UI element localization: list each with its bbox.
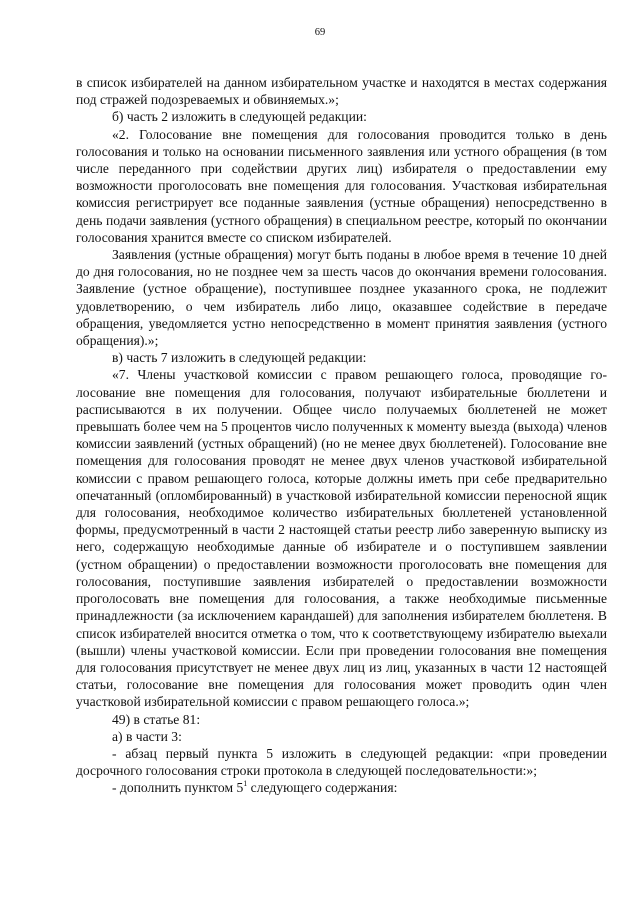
superscript: 1 — [243, 779, 248, 789]
paragraph-part-2-heading: б) часть 2 изложить в следующей редакции: — [112, 109, 367, 125]
paragraph-part-2-text: «2. Голосование вне помещения для голосования проводится только в день голосования и только на основании письменного заявления или устного обращения (в том числе переданного при содействии других лиц) избирателя о предоставлении ему возможности проголосовать вне помещения для голосования. Участковая избирательная комиссия регистрирует все поданные заявления (устные обращения) непосредственно в день подачи заявления (устного обращения) в специальном реестре, который по окончании голосования хранится вместе со списком избирателей. — [76, 126, 607, 245]
page-number: 69 — [314, 27, 326, 38]
paragraph-article-81: 49) в статье 81: — [112, 711, 201, 727]
last-line-before: - дополнить пунктом 5 — [112, 780, 244, 796]
document-body — [76, 74, 607, 797]
paragraph-item-5-1 — [76, 779, 607, 796]
paragraph-part-7-heading: в) часть 7 изложить в следующей редакции: — [112, 350, 367, 366]
paragraph-applications: Заявления (устные обращения) могут быть поданы в любое время в течение 10 дней до дня голосования, но не позднее чем за шесть часов до окончания времени голосования. Заявление (устное обращение), поступившее позднее указанного срока, не подлежит удовлетворению, о чем избиратель либо лицо, оказавшее содействие в передаче обращения, уведомляется устно непосредственно в момент принятия заявления (устного обращения).»; — [76, 247, 607, 349]
paragraph-continuation: в список избирателей на данном избирательном участке и находятся в местах содержания под стражей подозреваемых и обвиняемых.»; — [76, 75, 607, 108]
paragraph-part-3: а) в части 3: — [112, 728, 182, 744]
last-line-after: следующего содержания: — [247, 780, 398, 796]
paragraph-item-5: - абзац первый пункта 5 изложить в следующей редакции: «при проведении досрочного голосования строки протокола в следующей последовательности:»; — [76, 745, 607, 779]
paragraph-part-7-text: «7. Члены участковой комиссии с правом решающего голоса, проводящие голосование вне помещения для голосования, получают избирательные бюллетени и расписываются в их получении. Общее число получаемых бюллетеней не может превышать более чем на 5 процентов число полученных к моменту выезда (выхода) членов комиссии заявлений (устных обращений) (но не менее двух бюллетеней). Голосование вне помещения для голосования проводят не менее двух членов участковой избирательной комиссии с правом решающего голоса, которые должны иметь при себе предварительно опечатанный (опломбированный) в участковой избирательной комиссии переносной ящик для голосования, необходимое количество избирательных бюллетеней установленной формы, предусмотренный в части 2 настоящей статьи реестр либо заверенную выписку из него, содержащую необходимые данные об избирателе и о поступившем заявлении (устном обращении) о предоставлении возможности проголосовать вне помещения для голосования, поступившие заявления избирателей о предоставлении возможности проголосовать вне помещения для голосования, а также необходимые письменные принадлежности (за исключением карандашей) для заполнения избирателем бюллетеня. В список избирателей вносится отметка о том, что к соответствующему избирателю выехали (вышли) члены участковой комиссии. Если при проведении голосования вне помещения для голосования присутствует не менее двух лиц из лиц, указанных в части 12 настоящей статьи, голосование вне помещения для голосования может проводить один член участковой избирательной комиссии с правом решающего голоса.»; — [76, 367, 607, 710]
